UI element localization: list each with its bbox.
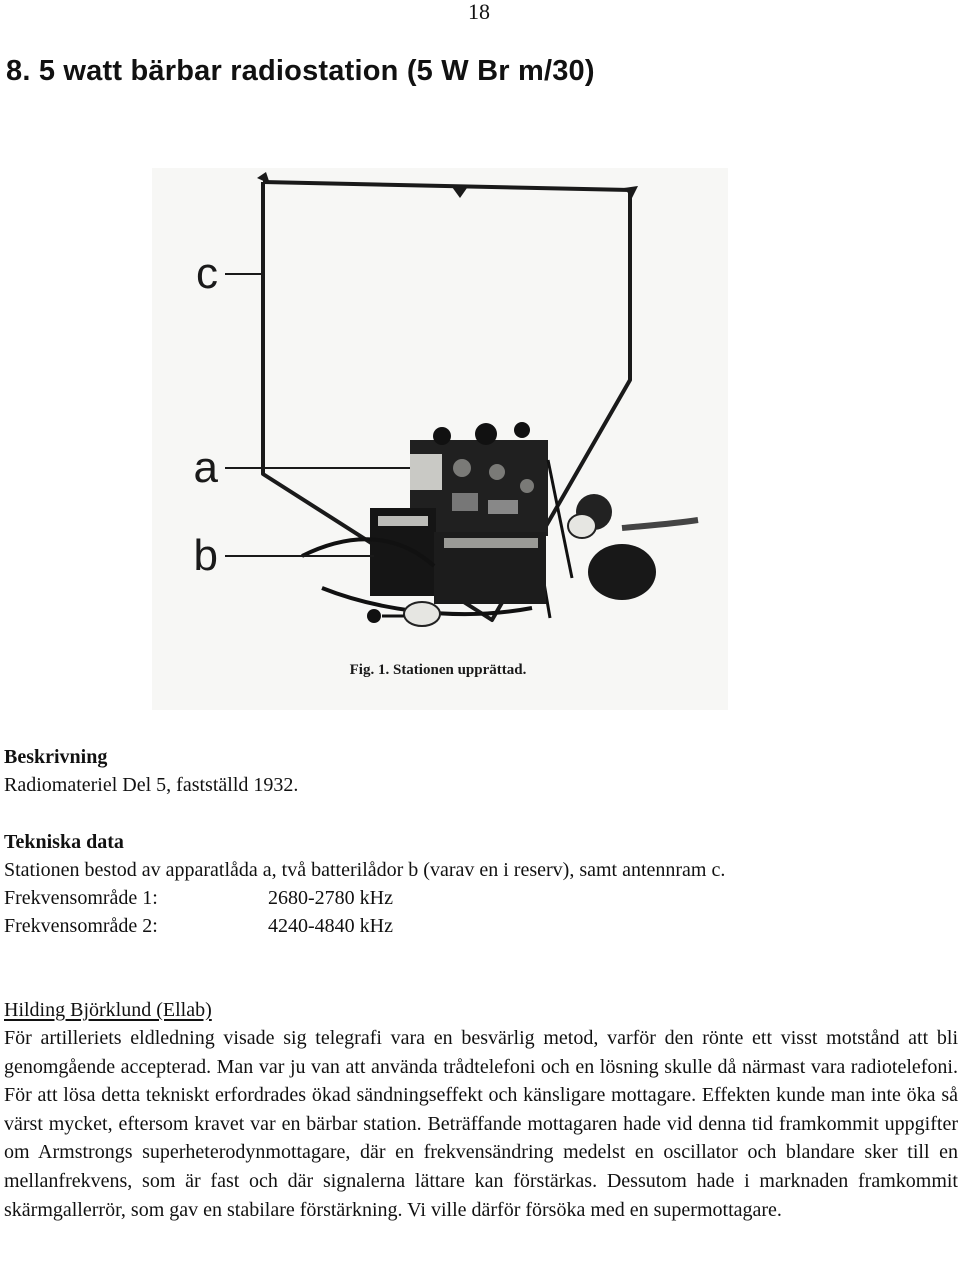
label-a: a	[193, 443, 218, 492]
body-paragraph: För artilleriets eldledning visade sig telegrafi vara en besvärlig metod, varför den rönte ett visst motstånd att bli genomgående accepterad. Man var ju van att använda trådtelefoni och en lösning skulle då närmast vara radiotelefoni. För att lösa detta tekniskt erfordrades ökad sändningseffekt och känsligare mottagare. Effekten kunde man inte öka så värst mycket, eftersom kravet var en bärbar station. Beträffande mottagaren hade vid denna tid framkommit uppgifter om Armstrongs superheterodynmottagare, där en frekvensändring medelst en oscillator och blandare sker till en mellanfrekvens, som är fast och där signalerna lättare kan förstärkas. Dessutom hade i marknaden framkommit skärmgallerrör, som gav en stabilare förstärkning. Vi ville därför försöka med en supermottagare.	[4, 1027, 958, 1221]
technical-title: Tekniska data	[4, 831, 124, 853]
station-figure	[152, 168, 728, 710]
label-b: b	[193, 531, 218, 580]
page-number: 18	[468, 0, 490, 24]
section-heading: 8. 5 watt bärbar radiostation (5 W Br m/30)	[6, 55, 595, 87]
frequency-range-2-value: 4240-4840 kHz	[268, 915, 393, 937]
description-title: Beskrivning	[4, 746, 108, 768]
station-photo	[152, 168, 728, 710]
author-heading: Hilding Björklund (Ellab)	[4, 999, 212, 1021]
technical-text: Stationen bestod av apparatlåda a, två batterilådor b (varav en i reserv), samt antennram c.	[4, 859, 726, 881]
label-c: c	[196, 249, 218, 298]
frequency-range-1-label: Frekvensområde 1:	[4, 887, 158, 909]
frequency-range-2-label: Frekvensområde 2:	[4, 915, 158, 937]
frequency-range-2	[4, 912, 954, 940]
technical-data-section	[4, 828, 954, 940]
figure-caption: Fig. 1. Stationen upprättad.	[349, 662, 527, 678]
description-text: Radiomateriel Del 5, fastställd 1932.	[4, 774, 299, 796]
description-section	[4, 743, 954, 799]
frequency-range-1-value: 2680-2780 kHz	[268, 887, 393, 909]
frequency-range-1	[4, 884, 954, 912]
